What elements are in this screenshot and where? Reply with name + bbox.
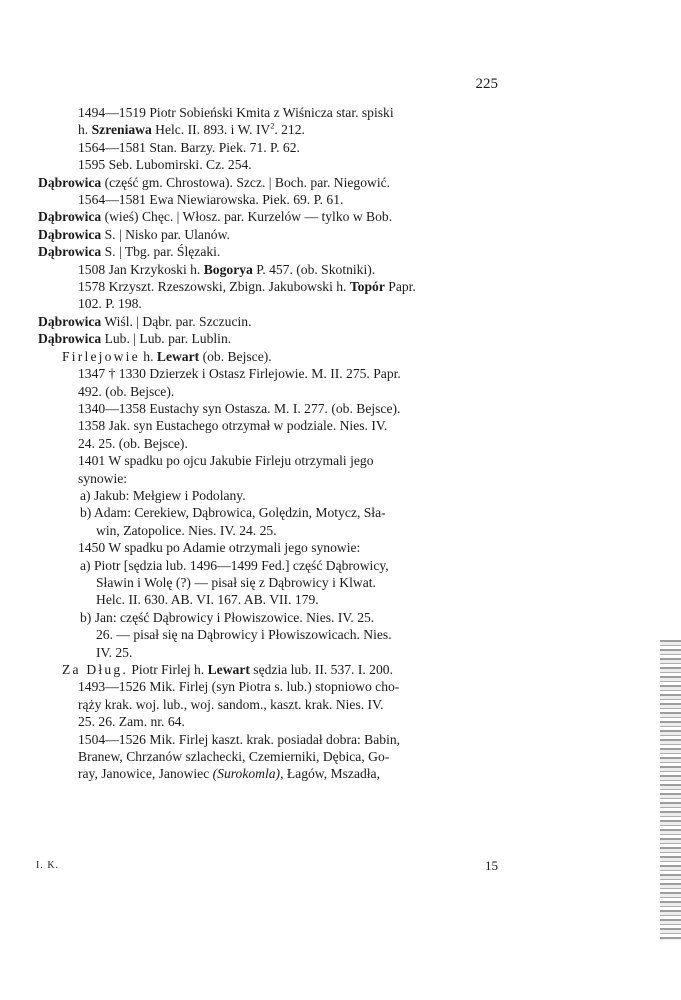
text-line: 1493—1526 Mik. Firlej (syn Piotra s. lub.) stopniowo cho-: [78, 679, 400, 695]
text-line: 102. P. 198.: [78, 296, 142, 312]
text-line: 1401 W spadku po ojcu Jakubie Firleju otrzymali jego: [78, 453, 374, 469]
text-line: synowie:: [78, 470, 128, 486]
scan-edge-shadow: [660, 640, 681, 940]
text-line: 1564—1581 Stan. Barzy. Piek. 71. P. 62.: [78, 139, 300, 155]
text-line: 1578 Krzyszt. Rzeszowski, Zbign. Jakubowski h. Topór Papr.: [78, 279, 416, 295]
text-line: 24. 25. (ob. Bejsce).: [78, 435, 188, 451]
text-line: Firlejowie h. Lewart (ob. Bejsce).: [62, 348, 272, 364]
text-line: 1564—1581 Ewa Niewiarowska. Piek. 69. P. 61.: [78, 192, 344, 208]
text-line: a) Piotr [sędzia lub. 1496—1499 Fed.] część Dąbrowicy,: [80, 557, 389, 573]
text-line: Sławin i Wolę (?) — pisał się z Dąbrowicy i Klwat.: [96, 574, 376, 590]
text-line: 1504—1526 Mik. Firlej kaszt. krak. posiadał dobra: Babin,: [78, 731, 401, 747]
text-line: Dąbrowica (wieś) Chęc. | Włosz. par. Kurzelów — tylko w Bob.: [38, 209, 393, 225]
text-line: Za Dług. Piotr Firlej h. Lewart sędzia lub. II. 537. I. 200.: [62, 662, 393, 677]
text-line: Dąbrowica Lub. | Lub. par. Lublin.: [38, 331, 232, 347]
text-line: 1347 † 1330 Dzierzek i Ostasz Firlejowie. M. II. 275. Papr.: [78, 366, 401, 382]
text-line: h. Szreniawa Helc. II. 893. i W. $IV^2$. 212.: [78, 121, 305, 138]
gathering-number: 15: [485, 858, 498, 873]
text-line: 492. (ob. Bejsce).: [78, 383, 175, 399]
text-line: Dąbrowica Wiśl. | Dąbr. par. Szczucin.: [38, 313, 252, 329]
text-line: 25. 26. Zam. nr. 64.: [78, 714, 185, 730]
text-line: b) Adam: Cerekiew, Dąbrowica, Golędzin, Motycz, Sła-: [80, 505, 386, 521]
text-line: 1340—1358 Eustachy syn Ostasza. M. I. 277. (ob. Bejsce).: [78, 400, 401, 416]
signature-mark: I. K.: [36, 860, 60, 871]
text-line: 1508 Jan Krzykoski h. Bogorya P. 457. (ob. Skotniki).: [78, 261, 376, 277]
text-line: 1358 Jak. syn Eustachego otrzymał w podziale. Nies. IV.: [78, 418, 388, 434]
text-line: 26. — pisał się na Dąbrowicy i Płowiszowicach. Nies.: [96, 627, 392, 643]
text-line: a) Jakub: Mełgiew i Podolany.: [80, 487, 246, 503]
text-line: 1595 Seb. Lubomirski. Cz. 254.: [78, 157, 252, 173]
text-line: b) Jan: część Dąbrowicy i Płowiszowice. Nies. IV. 25.: [80, 609, 375, 625]
text-line: win, Zatopolice. Nies. IV. 24. 25.: [96, 522, 277, 538]
page-number: 225: [475, 76, 498, 92]
text-line: ray, Janowice, Janowiec (Surokomla), Łagów, Mszadła,: [78, 766, 380, 782]
text-line: Branew, Chrzanów szlachecki, Czemierniki, Dębica, Go-: [78, 749, 390, 765]
text-line: Dąbrowica (część gm. Chrostowa). Szcz. | Boch. par. Niegowić.: [38, 174, 391, 190]
text-line: IV. 25.: [96, 644, 133, 660]
text-line: Dąbrowica S. | Tbg. par. Ślęzaki.: [38, 244, 221, 260]
text-line: Dąbrowica S. | Nisko par. Ulanów.: [38, 226, 230, 242]
text-body: [38, 104, 500, 783]
text-line: 1494—1519 Piotr Sobieński Kmita z Wiśnicza star. spiski: [78, 105, 394, 120]
text-line: Helc. II. 630. AB. VI. 167. AB. VII. 179.: [96, 592, 319, 608]
text-line: rąży krak. woj. lub., woj. sandom., kaszt. krak. Nies. IV.: [78, 696, 384, 712]
text-line: 1450 W spadku po Adamie otrzymali jego synowie:: [78, 540, 361, 556]
